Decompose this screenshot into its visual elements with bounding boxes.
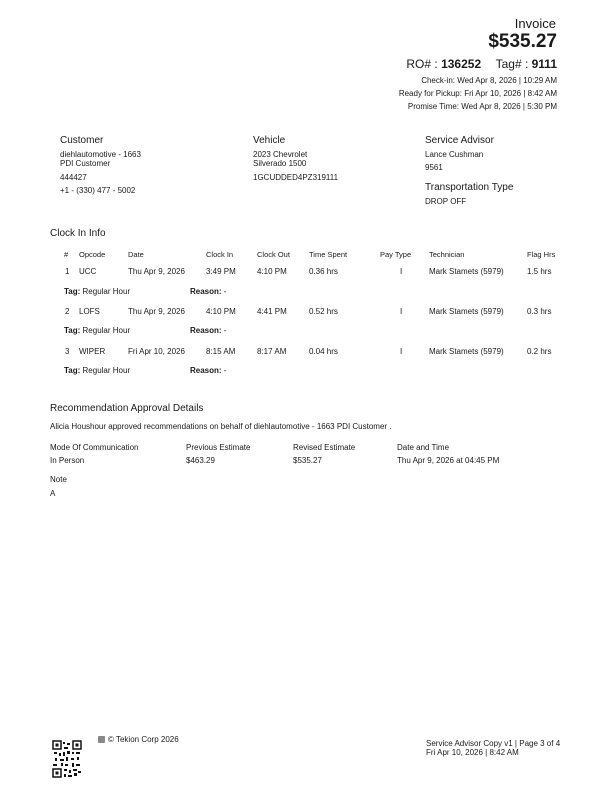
- vehicle-year-make: 2023 Chevrolet: [253, 150, 308, 159]
- tekion-logo-icon: [98, 736, 105, 743]
- table-row-technician: Mark Stamets (5979): [429, 267, 504, 276]
- note-label: Note: [50, 475, 67, 484]
- advisor-id: 9561: [425, 163, 443, 172]
- row-tag-value: Regular Hour: [82, 326, 131, 335]
- table-row-clock-out: 4:41 PM: [257, 307, 287, 316]
- row-reason-label: Reason:: [190, 326, 222, 335]
- row-tag-label: Tag:: [64, 287, 81, 296]
- table-row-time-spent: 0.04 hrs: [309, 347, 338, 356]
- vehicle-vin: 1GCUDDED4PZ319111: [253, 173, 339, 182]
- row-tag-label: Tag:: [64, 366, 81, 375]
- qr-code-icon: [52, 740, 82, 778]
- col-num: #: [64, 250, 69, 259]
- vehicle-model: Silverado 1500: [253, 159, 307, 168]
- table-row-flag-hrs: 0.3 hrs: [527, 307, 552, 316]
- approval-statement: Alicia Houshour approved recommendations on behalf of diehlautomotive - 1663 PDI Customer .: [50, 422, 392, 431]
- table-row-pay-type: I: [400, 267, 403, 276]
- advisor-heading: Service Advisor: [425, 135, 494, 146]
- col-pay-type: Pay Type: [380, 250, 412, 259]
- row-tag: [64, 326, 130, 335]
- customer-heading: Customer: [60, 135, 104, 146]
- row-reason-value: -: [223, 287, 227, 296]
- mode-value: In Person: [50, 456, 85, 465]
- table-row-clock-in: 3:49 PM: [206, 267, 236, 276]
- table-row-date: Thu Apr 9, 2026: [128, 307, 185, 316]
- col-clock-out: Clock Out: [257, 250, 290, 259]
- ready-time: Ready for Pickup: Fri Apr 10, 2026 | 8:42 AM: [398, 89, 557, 98]
- table-row-technician: Mark Stamets (5979): [429, 347, 504, 356]
- copyright: © Tekion Corp 2026: [108, 735, 179, 744]
- table-row-clock-in: 4:10 PM: [206, 307, 236, 316]
- tag-label: Tag# :: [495, 57, 532, 71]
- table-row-pay-type: I: [400, 307, 403, 316]
- table-row-opcode: LOFS: [79, 307, 100, 316]
- table-row-clock-out: 8:17 AM: [257, 347, 287, 356]
- col-flag-hrs: Flag Hrs: [527, 250, 556, 259]
- row-reason: [190, 326, 226, 335]
- mode-label: Mode Of Communication: [50, 443, 139, 452]
- row-tag: [64, 287, 130, 296]
- row-tag-value: Regular Hour: [82, 366, 131, 375]
- row-reason-label: Reason:: [190, 287, 222, 296]
- table-row-time-spent: 0.36 hrs: [309, 267, 338, 276]
- promise-time: Promise Time: Wed Apr 8, 2026 | 5:30 PM: [407, 102, 557, 111]
- transport-heading: Transportation Type: [425, 182, 514, 193]
- customer-phone: +1 - (330) 477 - 5002: [60, 186, 136, 195]
- table-row-opcode: WIPER: [79, 347, 106, 356]
- row-tag: [64, 366, 130, 375]
- vehicle-heading: Vehicle: [253, 135, 286, 146]
- table-row-date: Thu Apr 9, 2026: [128, 267, 185, 276]
- col-clock-in: Clock In: [206, 250, 234, 259]
- invoice-total: $535.27: [488, 31, 557, 52]
- row-tag-value: Regular Hour: [82, 287, 131, 296]
- printed-date: Fri Apr 10, 2026 | 8:42 AM: [426, 748, 519, 757]
- col-time-spent: Time Spent: [309, 250, 348, 259]
- table-row-date: Fri Apr 10, 2026: [128, 347, 185, 356]
- table-row-time-spent: 0.52 hrs: [309, 307, 338, 316]
- table-row-opcode: UCC: [79, 267, 97, 276]
- copy-info: Service Advisor Copy v1 | Page 3 of 4: [426, 739, 561, 748]
- recommendation-heading: Recommendation Approval Details: [50, 403, 204, 414]
- row-reason-value: -: [223, 366, 227, 375]
- customer-id: 444427: [60, 173, 87, 182]
- rev-estimate-value: $535.27: [293, 456, 322, 465]
- row-reason: [190, 287, 226, 296]
- ro-number: 136252: [441, 57, 482, 71]
- transport-value: DROP OFF: [425, 197, 467, 206]
- col-opcode: Opcode: [79, 250, 106, 259]
- table-row-pay-type: I: [400, 347, 403, 356]
- prev-estimate-value: $463.29: [186, 456, 215, 465]
- row-tag-label: Tag:: [64, 326, 81, 335]
- col-date: Date: [128, 250, 144, 259]
- ro-label: RO# :: [406, 57, 442, 71]
- table-row-technician: Mark Stamets (5979): [429, 307, 504, 316]
- col-technician: Technician: [429, 250, 465, 259]
- checkin-time: Check-in: Wed Apr 8, 2026 | 10:29 AM: [421, 76, 557, 85]
- table-row-clock-in: 8:15 AM: [206, 347, 236, 356]
- rev-estimate-label: Revised Estimate: [293, 443, 356, 452]
- tag-number: 9111: [531, 57, 557, 71]
- table-row-flag-hrs: 1.5 hrs: [527, 267, 552, 276]
- table-row-flag-hrs: 0.2 hrs: [527, 347, 552, 356]
- doc-type-label: Invoice: [514, 16, 556, 31]
- advisor-name: Lance Cushman: [425, 150, 484, 159]
- customer-name: diehlautomotive - 1663: [60, 150, 141, 159]
- prev-estimate-label: Previous Estimate: [186, 443, 251, 452]
- row-reason: [190, 366, 226, 375]
- datetime-value: Thu Apr 9, 2026 at 04:45 PM: [397, 456, 500, 465]
- table-row-num: 1: [65, 267, 70, 276]
- row-reason-value: -: [223, 326, 227, 335]
- table-row-num: 2: [65, 307, 70, 316]
- table-row-clock-out: 4:10 PM: [257, 267, 287, 276]
- note-value: A: [50, 489, 56, 498]
- clock-in-heading: Clock In Info: [50, 228, 106, 239]
- datetime-label: Date and Time: [397, 443, 450, 452]
- row-reason-label: Reason:: [190, 366, 222, 375]
- customer-type: PDI Customer: [60, 159, 111, 168]
- table-row-num: 3: [65, 347, 70, 356]
- ro-tag-line: [406, 57, 557, 71]
